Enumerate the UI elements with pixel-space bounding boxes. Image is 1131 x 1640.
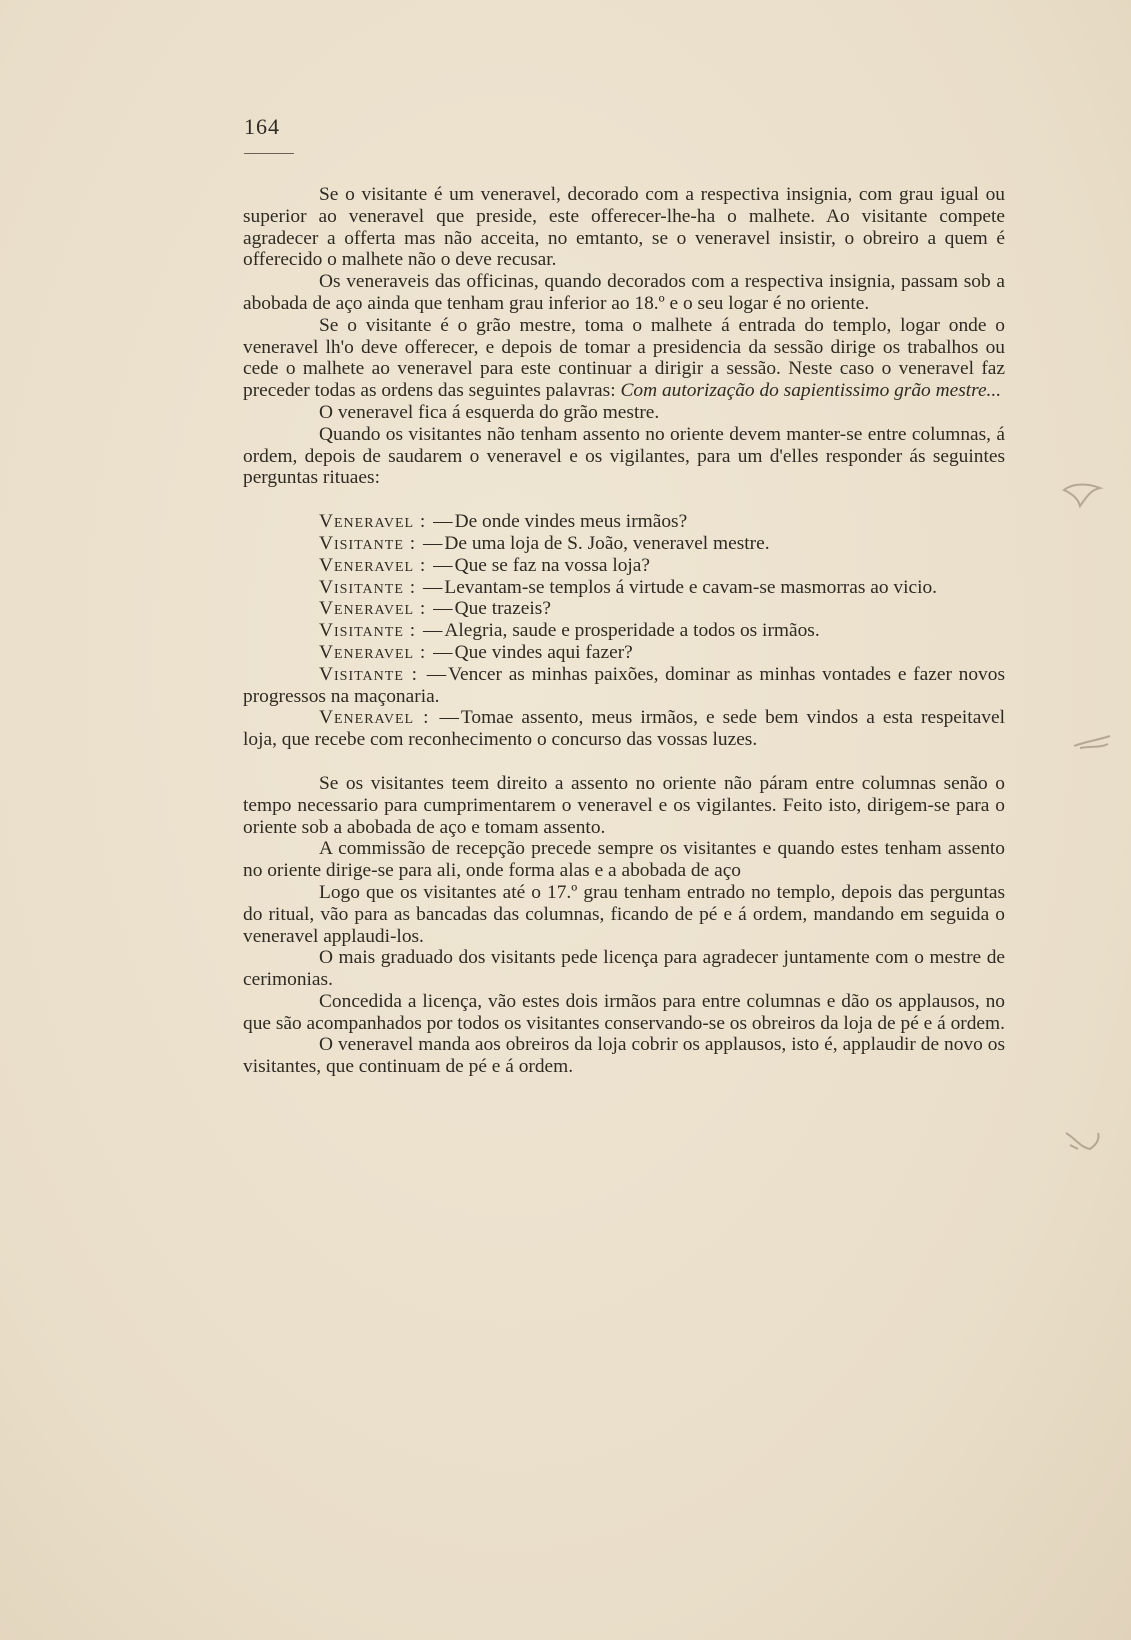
- dialogue-line: [243, 620, 1005, 642]
- paragraph: Se o visitante é um veneravel, decorado com a respectiva insignia, com grau igual ou superior ao veneravel que preside, este offerecer-lhe-ha o malhete. Ao visitante compete agradecer a offerta mas não acceita, no emtanto, se o veneravel insistir, o obreiro a quem é offerecido o malhete não o deve recusar.: [243, 184, 1005, 271]
- speaker-label: Veneravel :: [319, 511, 427, 533]
- speaker-label: Veneravel :: [319, 707, 430, 729]
- dialogue-line: [243, 511, 1005, 533]
- dialogue-text: Tomae assento, meus irmãos, e sede bem vindos a esta respeitavel loja, que recebe com reconhecimento o concurso das vossas luzes.: [243, 707, 1005, 751]
- dialogue-text: De onde vindes meus irmãos?: [454, 511, 688, 533]
- dialogue-line: [243, 642, 1005, 664]
- speaker-label: Visitante :: [319, 576, 417, 598]
- speaker-label: Veneravel :: [319, 598, 427, 620]
- dash: —: [422, 576, 443, 598]
- paragraph-text: Se o visitante é o grão mestre, toma o malhete á entrada do templo, logar onde o veneravel lh'o deve offerecer, e depois de tomar a presidencia da sessão dirige os trabalhos ou cede o malhete ao veneravel para este continuar a dirigir a sessão. Neste caso o veneravel faz preceder todas as ordens das seguintes palavras:: [243, 314, 1005, 402]
- paragraph: O veneravel manda aos obreiros da loja cobrir os applausos, isto é, applaudir de novo os visitantes, que continuam de pé e á ordem.: [243, 1034, 1005, 1078]
- paper-stain-icon: [1060, 480, 1104, 510]
- dash: —: [422, 620, 443, 642]
- dialogue-line: [243, 598, 1005, 620]
- dialogue-line: [243, 664, 1005, 708]
- speaker-label: Visitante :: [319, 620, 417, 642]
- paragraph: Quando os visitantes não tenham assento no oriente devem manter-se entre columnas, á ordem, depois de saudarem o veneravel e os vigilantes, para um d'elles responder ás seguintes perguntas rituaes:: [243, 423, 1005, 489]
- speaker-label: Veneravel :: [319, 554, 427, 576]
- dialogue-line: [243, 577, 1005, 599]
- italic-phrase: Com autorização do sapientissimo grão mestre...: [620, 380, 1002, 402]
- dash: —: [433, 511, 453, 533]
- dash: —: [433, 641, 453, 663]
- page-number-rule: [244, 153, 294, 154]
- page-number: 164: [244, 114, 280, 139]
- dialogue-line: [243, 707, 1005, 751]
- dialogue-text: De uma loja de S. João, veneravel mestre.: [444, 532, 770, 554]
- speaker-label: Visitante :: [319, 663, 418, 685]
- dialogue-line: [243, 555, 1005, 577]
- dialogue-text: Vencer as minhas paixões, dominar as minhas vontades e fazer novos progressos na maçonaria.: [243, 663, 1005, 707]
- paragraph: Se os visitantes teem direito a assento no oriente não páram entre columnas senão o tempo necessario para cumprimentarem o veneravel e os vigilantes. Feito isto, dirigem-se para o oriente sob a abobada de aço e tomam assento.: [243, 772, 1005, 838]
- body-text: [243, 184, 1005, 1078]
- dash: —: [433, 598, 453, 620]
- paragraph: O mais graduado dos visitants pede licença para agradecer juntamente com o mestre de cerimonias.: [243, 947, 1005, 991]
- dialogue-text: Que vindes aqui fazer?: [454, 641, 633, 663]
- paper-stain-icon: [1070, 730, 1114, 760]
- dialogue-line: [243, 533, 1005, 555]
- paragraph: A commissão de recepção precede sempre os visitantes e quando estes tenham assento no oriente dirige-se para ali, onde forma alas e a abobada de aço: [243, 838, 1005, 882]
- paragraph: Logo que os visitantes até o 17.º grau tenham entrado no templo, depois das perguntas do ritual, vão para as bancadas das columnas, ficando de pé e á ordem, mandando em seguida o veneravel applaudi-los.: [243, 881, 1005, 947]
- paragraph: [243, 315, 1005, 402]
- dash: —: [433, 554, 453, 576]
- dash: —: [426, 663, 447, 685]
- dialogue-text: Que se faz na vossa loja?: [454, 554, 651, 576]
- dialogue-text: Levantam-se templos á virtude e cavam-se masmorras ao vicio.: [444, 576, 938, 598]
- dash: —: [439, 707, 459, 729]
- dialogue-text: Que trazeis?: [454, 598, 551, 620]
- dialogue-text: Alegria, saude e prosperidade a todos os irmãos.: [444, 620, 820, 642]
- paragraph: Os veneraveis das officinas, quando decorados com a respectiva insignia, passam sob a abobada de aço ainda que tenham grau inferior ao 18.º e o seu logar é no oriente.: [243, 271, 1005, 314]
- speaker-label: Visitante :: [319, 532, 417, 554]
- paragraph: Concedida a licença, vão estes dois irmãos para entre columnas e dão os applausos, no que são acompanhados por todos os visitantes conservando-se os obreiros da loja de pé e á ordem.: [243, 990, 1005, 1034]
- speaker-label: Veneravel :: [319, 641, 427, 663]
- paragraph: O veneravel fica á esquerda do grão mestre.: [319, 401, 660, 423]
- dash: —: [422, 532, 443, 554]
- paper-stain-icon: [1060, 1125, 1104, 1155]
